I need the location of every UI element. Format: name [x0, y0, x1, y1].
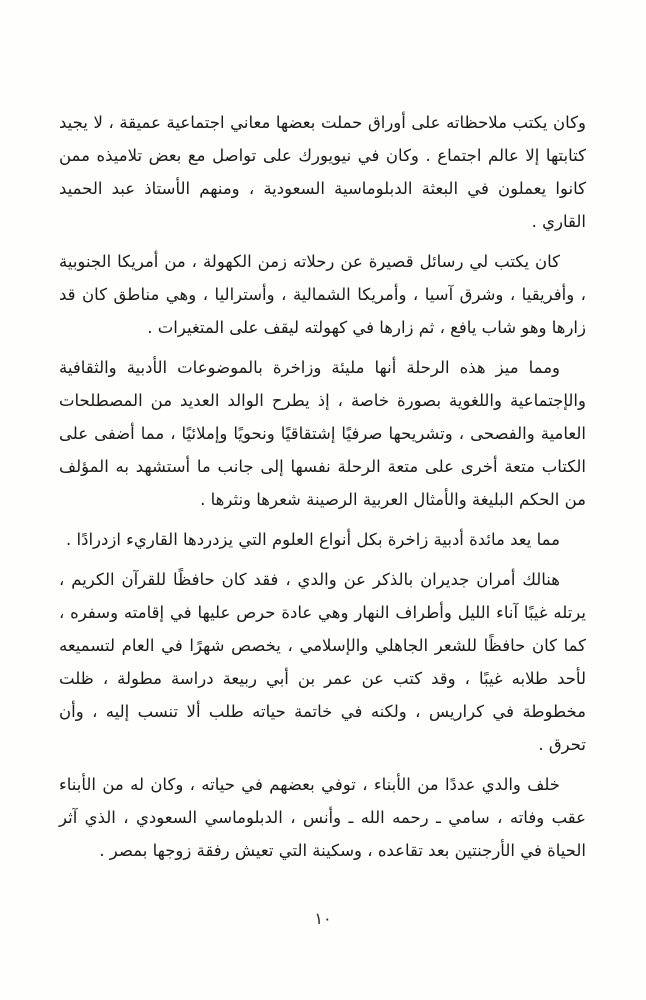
paragraph: وكان يكتب ملاحظاته على أوراق حملت بعضها معاني اجتماعية عميقة ، لا يجيد كتابتها إلا عالم اجتماع . وكان في نيويورك على تواصل مع بعض تلاميذه ممن كانوا يعملون في البعثة الدبلوماسية السعودية ، ومنهم الأستاذ عبد الحميد القاري .	[59, 113, 586, 231]
page-text	[59, 106, 586, 874]
paragraph: مما يعد مائدة أدبية زاخرة بكل أنواع العلوم التي يزدردها القاريء ازدرادًا .	[66, 530, 560, 549]
page-number: ١٠	[314, 909, 332, 928]
paragraph: هنالك أمران جديران بالذكر عن والدي ، فقد كان حافظًا للقرآن الكريم ، يرتله غيبًا آناء الليل وأطراف النهار وهي عادة حرص عليها في إقامته وسفره ، كما كان حافظًا للشعر الجاهلي والإسلامي ، يخصص شهرًا في العام لتسميعه لأحد طلابه غيبًا ، وقد كتب عن عمر بن أبي ربيعة دراسة مطولة ، ظلت مخطوطة في كراريس ، ولكنه في خاتمة حياته طلب ألا تنسب إليه ، وأن تحرق .	[59, 570, 586, 754]
paragraph: خلف والدي عددًا من الأبناء ، توفي بعضهم في حياته ، وكان له من الأبناء عقب وفاته ، سامي ـ رحمه الله ـ وأنس ، الدبلوماسي السعودي ، الذي آثر الحياة في الأرجنتين بعد تقاعده ، وسكينة التي تعيش رفقة زوجها بمصر .	[59, 775, 586, 860]
paragraph: كان يكتب لي رسائل قصيرة عن رحلاته زمن الكهولة ، من أمريكا الجنوبية ، وأفريقيا ، وشرق آسيا ، وأمريكا الشمالية ، وأستراليا ، وهي مناطق كان قد زارها وهو شاب يافع ، ثم زارها في كهولته ليقف على المتغيرات .	[59, 252, 586, 337]
paragraph: ومما ميز هذه الرحلة أنها مليئة وزاخرة بالموضوعات الأدبية والثقافية والإجتماعية واللغوية بصورة خاصة ، إذ يطرح الوالد العديد من المصطلحات العامية والفصحى ، وتشريحها صرفيًا إشتقاقيًا ونحويًا وإملائيًا ، مما أضفى على الكتاب متعة أخرى على متعة الرحلة نفسها إلى جانب ما أستشهد به المؤلف من الحكم البليغة والأمثال العربية الرصينة شعرها ونثرها .	[59, 358, 586, 509]
